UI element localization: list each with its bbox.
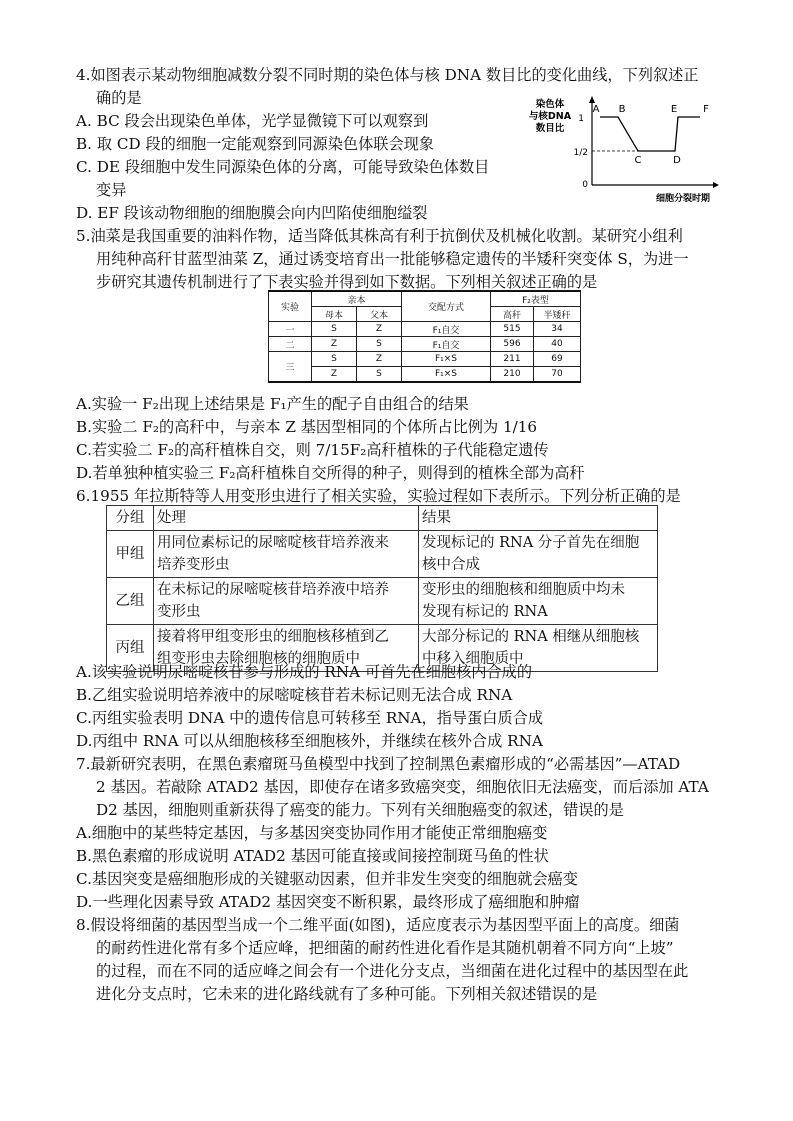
q4-option-c-cont: 变异 [96,181,127,199]
table-cell: 甲组 [107,531,154,578]
q6-th-result: 结果 [419,506,658,531]
q8-stem-cont-2: 的过程，而在不同的适应峰之间会有一个进化分支点，当细菌在进化过程中的基因型在此 [96,962,689,980]
q4-stem: 4.如图表示某动物细胞减数分裂不同时期的染色体与核 DNA 数目比的变化曲线，下列叙述正 [76,66,699,84]
q7-option-b: B.黑色素瘤的形成说明 ATAD2 基因可能直接或间接控制斑马鱼的性状 [76,847,549,865]
q5-option-b: B.实验二 F₂的高秆中，与亲本 Z 基因型相同的个体所占比例为 1/16 [76,418,538,436]
chart-ylabel-2: 与核DNA [528,111,572,122]
q5-th-method: 交配方式 [402,291,491,322]
cell-line: 大部分标记的 RNA 相继从细胞核 [422,629,640,645]
table-cell: 丙组 [107,625,154,672]
table-cell: F₁×S [402,367,491,383]
q6-stem: 6.1955 年拉斯特等人用变形虫进行了相关实验，实验过程如下表所示。下列分析正确的是 [76,487,681,505]
cell-line: 发现有标记的 RNA [422,604,548,620]
table-row [269,367,581,383]
cell-line: 变形虫的细胞核和细胞质中均未 [422,582,625,598]
cell-line: 在未标记的尿嘧啶核苷培养液中培养 [157,582,389,598]
chart-point-label: F [703,104,709,115]
ratio-line-chart [520,95,720,205]
table-cell: 70 [534,367,581,383]
table-cell: F₁×S [402,352,491,367]
q6-option-d: D.丙组中 RNA 可以从细胞核移至细胞核外，并继续在核外合成 RNA [76,732,543,750]
cell-line: 接着将甲组变形虫的细胞核移植到乙 [157,629,389,645]
table-cell: Z [312,337,357,352]
cell-line: 组变形虫去除细胞核的细胞质中 [157,651,360,667]
q6-option-b: B.乙组实验说明培养液中的尿嘧啶核苷若未标记则无法合成 RNA [76,686,513,704]
q7-option-d: D.一些理化因素导致 ATAD2 基因突变不断积累，最终形成了癌细胞和肿瘤 [76,893,580,911]
chart-y-arrow [589,96,595,103]
q5-table [268,290,581,383]
q5-stem: 5.油菜是我国重要的油料作物，适当降低其株高有利于抗倒伏及机械化收割。某研究小组利 [76,227,683,245]
q8-stem-cont-3: 进化分支点时，它未来的进化路线就有了多种可能。下列相关叙述错误的是 [96,985,598,1003]
cell-line: 变形虫 [157,604,201,620]
q4-option-c: C. DE 段细胞中发生同源染色体的分离，可能导致染色体数目 [76,158,490,176]
table-cell [419,578,658,625]
chart-ylabel-1: 染色体 [535,99,565,110]
chart-point-label: D [673,155,681,166]
q8-stem: 8.假设将细菌的基因型当成一个二维平面(如图)，适应度表示为基因型平面上的高度。细菌 [76,916,680,934]
chart-x-arrow [713,182,719,188]
q5-th-short: 半矮秆 [534,307,581,322]
chart-series-line [600,117,700,151]
table-cell: S [357,367,402,383]
q6-table [106,505,658,672]
table-cell [154,578,419,625]
table-cell: 乙组 [107,578,154,625]
chart-tick-1: 1 [578,114,584,124]
table-cell: 40 [534,337,581,352]
q6-th-treat: 处理 [154,506,419,531]
q5-option-c: C.若实验二 F₂的高秆植株自交，则 7/15F₂高秆植株的子代能稳定遗传 [76,441,549,459]
q8-stem-cont-1: 的耐药性进化常有多个适应峰，把细菌的耐药性进化看作是其随机朝着不同方向“上坡” [96,939,674,957]
table-cell: S [357,337,402,352]
table-cell: S [312,352,357,367]
cell-line: 用同位素标记的尿嘧啶核苷培养液来 [157,535,389,551]
table-row [269,322,581,337]
chart-point-label: A [592,104,600,115]
q7-stem-cont-2: D2 基因，细胞则重新获得了癌变的能力。下列有关细胞癌变的叙述，错误的是 [96,801,624,819]
table-cell: 211 [491,352,534,367]
q7-option-a: A.细胞中的某些特定基因，与多基因突变协同作用才能使正常细胞癌变 [76,824,548,842]
chart-xlabel: 细胞分裂时期 [655,194,710,204]
chart-tick-half: 1/2 [573,148,588,158]
cell-line: 中移入细胞质中 [422,651,524,667]
q5-th-father: 父本 [357,307,402,322]
table-row [269,352,581,367]
q4-option-d: D. EF 段该动物细胞的细胞膜会向内凹陷使细胞缢裂 [76,204,428,222]
table-cell [154,531,419,578]
table-row [107,578,658,625]
chart-ylabel-3: 数目比 [535,123,565,134]
table-cell: 二 [269,337,312,352]
table-cell: 210 [491,367,534,383]
q5-option-a: A.实验一 F₂出现上述结果是 F₁产生的配子自由组合的结果 [76,395,469,413]
table-cell: F₁自交 [402,322,491,337]
q4-option-a: A. BC 段会出现染色单体，光学显微镜下可以观察到 [76,112,429,130]
q6-option-a: A.该实验说明尿嘧啶核苷参与形成的 RNA 可首先在细胞核内合成的 [76,663,533,681]
table-cell: Z [312,367,357,383]
table-cell: 515 [491,322,534,337]
cell-line: 发现标记的 RNA 分子首先在细胞 [422,535,640,551]
q7-stem-cont-1: 2 基因。若敲除 ATAD2 基因，即使存在诸多致癌突变，细胞依旧无法癌变，而后添加 ATA [96,778,709,796]
table-cell: Z [357,352,402,367]
chart-point-label: B [618,104,626,115]
q5-option-d: D.若单独种植实验三 F₂高秆植株自交所得的种子，则得到的植株全部为高秆 [76,464,585,482]
q5-stem-cont-2: 步研究其遗传机制进行了下表实验并得到如下数据。下列相关叙述正确的是 [96,273,598,291]
q5-th-mother: 母本 [312,307,357,322]
q5-th-exp: 实验 [269,291,312,322]
table-cell: 三 [269,352,312,383]
q7-stem: 7.最新研究表明，在黑色素瘤斑马鱼模型中找到了控制黑色素瘤形成的“必需基因”—ATAD [76,755,681,773]
table-cell: Z [357,322,402,337]
q5-th-f2: F₂表型 [491,291,581,307]
q6-th-group: 分组 [107,506,154,531]
cell-line: 核中合成 [422,557,480,573]
table-row [269,337,581,352]
cell-line: 培养变形虫 [157,557,230,573]
chart-point-label: C [634,155,642,166]
q5-th-tall: 高秆 [491,307,534,322]
table-cell: 一 [269,322,312,337]
table-cell: S [312,322,357,337]
chart-origin: 0 [582,180,588,190]
q6-option-c: C.丙组实验表明 DNA 中的遗传信息可转移至 RNA，指导蛋白质合成 [76,709,544,727]
q7-option-c: C.基因突变是癌细胞形成的关键驱动因素，但并非发生突变的细胞就会癌变 [76,870,578,888]
table-cell: 596 [491,337,534,352]
table-cell: 69 [534,352,581,367]
q4-stem-cont: 确的是 [96,89,142,107]
table-cell: 34 [534,322,581,337]
q5-stem-cont-1: 用纯种高秆甘蓝型油菜 Z，通过诱变培育出一批能够稳定遗传的半矮秆突变体 S，为进一 [96,250,689,268]
table-cell [419,531,658,578]
chart-point-label: E [670,104,678,115]
q4-option-b: B. 取 CD 段的细胞一定能观察到同源染色体联会现象 [76,135,435,153]
table-row [107,531,658,578]
q5-th-parent: 亲本 [312,291,402,307]
table-cell: F₁自交 [402,337,491,352]
